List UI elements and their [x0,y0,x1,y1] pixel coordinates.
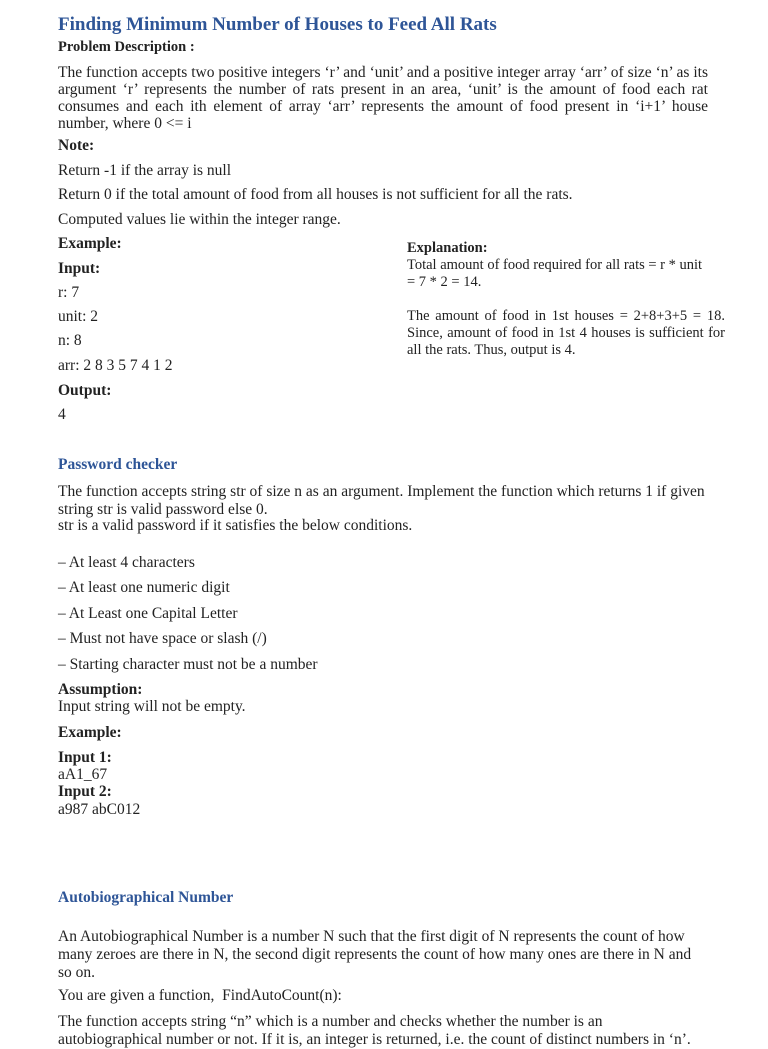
input-arr: arr: 2 8 3 5 7 4 1 2 [58,357,173,374]
function-signature-text: You are given a function, FindAutoCount(n): [58,987,342,1004]
input-unit: unit: 2 [58,308,99,325]
password-description-conditions: str is a valid password if it satisfies the below conditions. [58,517,413,534]
example-label: Example: [58,724,122,741]
password-description: The function accepts string str of size n as an argument. Implement the function which returns 1 if given string str is valid password else 0. [58,483,705,518]
input-r: r: 7 [58,284,80,301]
condition-item: – Starting character must not be a number [58,656,318,673]
input-label: Input: [58,260,101,277]
input2-label: Input 2: [58,783,112,800]
input-n: n: 8 [58,332,82,349]
autobiographical-description: An Autobiographical Number is a number N such that the first digit of N represents the count of how many zeroes are there in N, the second digit represents the count of how many ones are there in N and so on. [58,928,692,981]
condition-item: – Must not have space or slash (/) [58,630,267,647]
section3-title: Autobiographical Number [58,889,234,906]
note-item: Return -1 if the array is null [58,162,232,179]
input2-value: a987 abC012 [58,801,141,818]
input1-value: aA1_67 [58,766,108,783]
explanation-line: = 7 * 2 = 14. [407,274,482,290]
explanation-block [407,240,725,359]
function-description: The function accepts string “n” which is a number and checks whether the number is an autobiographical number or not. If it is, an integer is returned, i.e. the count of distinct numbers in ‘n’. [58,1013,691,1048]
output-value: 4 [58,406,66,423]
output-label: Output: [58,382,112,399]
problem-description-text: The function accepts two positive integers ‘r’ and ‘unit’ and a positive integer array ‘arr’ of size ‘n’ as its argument ‘r’ represents the number of rats present in an area, ‘unit’ is the amount of food each rat consumes and each ith element of array ‘arr’ represents the amount of food present in ‘i+1’ house number, where 0 <= i [58,64,708,132]
note-item: Return 0 if the total amount of food from all houses is not sufficient for all the rats. [58,186,573,203]
explanation-line: Total amount of food required for all rats = r * unit [407,257,703,273]
section1-title: Finding Minimum Number of Houses to Feed All Rats [58,14,497,35]
section2-title: Password checker [58,456,178,473]
condition-item: – At Least one Capital Letter [58,605,238,622]
condition-item: – At least 4 characters [58,554,195,571]
note-label: Note: [58,137,95,154]
note-item: Computed values lie within the integer range. [58,211,341,228]
problem-description-label: Problem Description : [58,39,195,55]
assumption-text: Input string will not be empty. [58,698,246,715]
explanation-paragraph: The amount of food in 1st houses = 2+8+3+5 = 18. Since, amount of food in 1st 4 houses is sufficient for all the rats. Thus, output is 4. [407,308,725,358]
input1-label: Input 1: [58,749,112,766]
explanation-label: Explanation: [407,240,488,256]
example-label: Example: [58,235,122,252]
assumption-label: Assumption: [58,681,143,698]
condition-item: – At least one numeric digit [58,579,230,596]
